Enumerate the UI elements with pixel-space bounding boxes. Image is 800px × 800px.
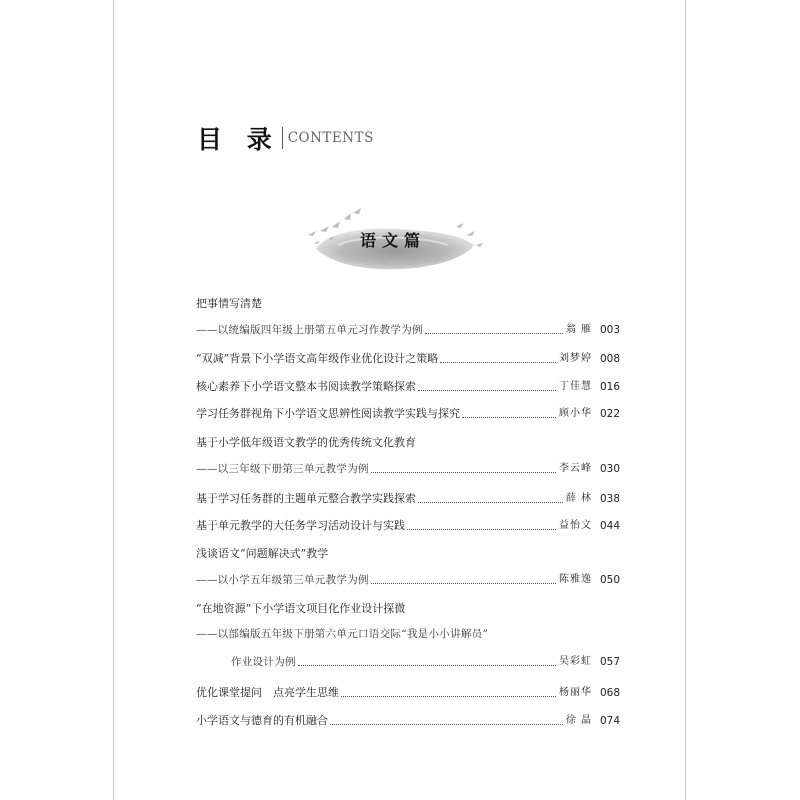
dot-leader	[341, 696, 556, 697]
dot-leader	[462, 417, 556, 418]
entry-title: 基于学习任务群的主题单元整合教学实践探索	[196, 492, 416, 505]
entry-page-number: 016	[600, 381, 621, 393]
entry-author: 李云峰	[559, 463, 592, 474]
contents-subtitle: CONTENTS	[287, 130, 374, 146]
toc-entry[interactable]	[196, 685, 621, 701]
entry-author: 翁 雁	[565, 324, 592, 335]
entry-title: 把事情写清楚	[196, 297, 262, 310]
entry-title: 核心素养下小学语文整本书阅读教学策略探索	[196, 380, 416, 393]
entry-title: 学习任务群视角下小学语文思辨性阅读教学实践与探究	[196, 407, 460, 420]
entry-author: 薛 林	[565, 493, 592, 504]
dot-leader	[298, 665, 556, 666]
entry-title: 基于小学低年级语文教学的优秀传统文化教育	[196, 436, 416, 449]
dot-leader	[407, 529, 556, 530]
entry-page-number: 008	[600, 353, 621, 365]
toc-entry[interactable]	[196, 518, 621, 534]
entry-page-number: 057	[600, 656, 621, 668]
dot-leader	[418, 390, 556, 391]
dot-leader	[371, 583, 556, 584]
dot-leader	[330, 724, 563, 725]
heading-divider	[282, 127, 283, 149]
contents-heading	[197, 122, 374, 154]
entry-title: “在地资源”下小学语文项目化作业设计探微	[196, 602, 406, 615]
entry-title: 优化课堂提问 点亮学生思维	[196, 686, 339, 699]
entry-author: 吴彩虹	[559, 656, 592, 667]
entry-subtitle: ——以统编版四年级上册第五单元习作教学为例	[196, 324, 423, 336]
toc-entry[interactable]	[196, 379, 621, 395]
entry-subtitle: ——以部编版五年级下册第六单元口语交际“我是小小讲解员”	[196, 628, 489, 640]
entry-title: “双减”背景下小学语文高年级作业优化设计之策略	[196, 352, 439, 365]
entry-page-number: 022	[600, 408, 621, 420]
entry-page-number: 003	[600, 324, 621, 336]
dot-leader	[371, 472, 556, 473]
section-label: 语文篇	[359, 231, 426, 250]
entry-page-number: 050	[600, 574, 621, 586]
entry-author: 徐 晶	[565, 715, 592, 726]
toc-entry[interactable]	[196, 351, 621, 367]
toc-entry[interactable]	[196, 601, 621, 670]
entry-author: 益怡文	[559, 520, 592, 531]
toc-entry[interactable]	[196, 491, 621, 507]
entry-page-number: 038	[600, 493, 621, 505]
entry-subtitle: ——以三年级下册第三单元教学为例	[196, 463, 369, 475]
dot-leader	[425, 333, 563, 334]
section-banner	[298, 205, 488, 277]
entry-title: 浅谈语文“问题解决式”教学	[196, 547, 329, 560]
entry-author: 丁佳慧	[559, 381, 592, 392]
toc-entry[interactable]	[196, 296, 621, 338]
toc-entry[interactable]	[196, 435, 621, 477]
entry-page-number: 068	[600, 687, 621, 699]
entry-title: 基于单元教学的大任务学习活动设计与实践	[196, 519, 405, 532]
toc-entry[interactable]	[196, 406, 621, 422]
entry-subtitle-continued: 作业设计为例	[231, 656, 296, 668]
entry-page-number: 030	[600, 463, 621, 475]
entry-author: 刘梦婷	[559, 353, 592, 364]
entry-author: 杨丽华	[559, 687, 592, 698]
dot-leader	[440, 362, 556, 363]
entry-page-number: 074	[600, 715, 621, 727]
contents-title: 目 录	[197, 125, 280, 154]
toc-entry[interactable]	[196, 713, 621, 729]
entry-author: 陈雅逸	[559, 574, 592, 585]
entry-title: 小学语文与德育的有机融合	[196, 714, 328, 727]
entry-page-number: 044	[600, 520, 621, 532]
entry-subtitle: ——以小学五年级第三单元教学为例	[196, 574, 369, 586]
entry-author: 顾小华	[559, 408, 592, 419]
toc-entry[interactable]	[196, 546, 621, 588]
dot-leader	[418, 502, 563, 503]
